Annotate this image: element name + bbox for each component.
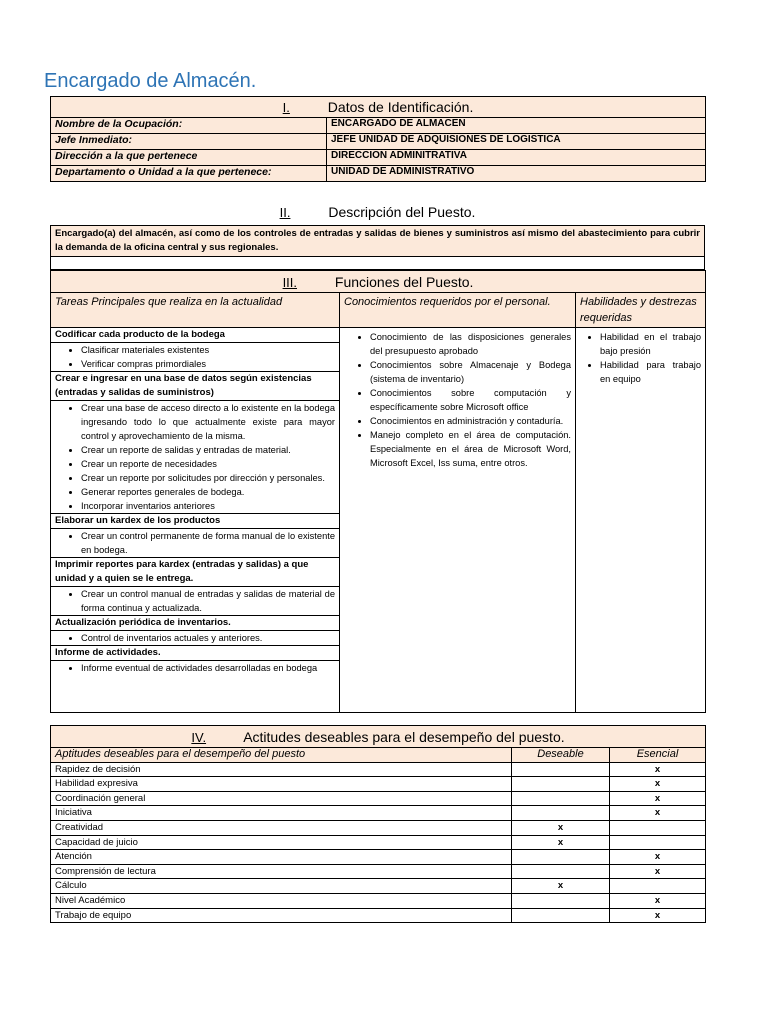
section-3-heading: Funciones del Puesto. <box>334 273 474 290</box>
esencial-mark: x <box>610 864 706 879</box>
tasks-list <box>51 328 339 675</box>
task-heading: Crear e ingresar en una base de datos según existencias (entradas y salidas de suministros) <box>51 372 339 401</box>
task-heading: Actualización periódica de inventarios. <box>51 616 339 631</box>
section-4-number: IV. <box>191 729 207 745</box>
task-heading: Elaborar un kardex de los productos <box>51 514 339 529</box>
table-row <box>51 806 706 821</box>
task-item: • Generar reportes generales de bodega. <box>81 485 335 499</box>
knowledge-item: • Manejo completo en el área de computación. Especialmente en el área de Microsoft Word, Microsoft Excel, Iss suma, entre otros. <box>370 428 571 470</box>
id-label: Nombre de la Ocupación: <box>51 118 327 134</box>
esencial-mark: x <box>610 850 706 865</box>
task-item: • Crear una base de acceso directo a lo existente en la bodega ingresando todo lo que actualmente existe para mayor control y aprovechamiento de la misma. <box>81 401 335 443</box>
task-item: • Clasificar materiales existentes <box>81 343 335 357</box>
task-item: • Crear un reporte de salidas y entradas de material. <box>81 443 335 457</box>
deseable-mark: x <box>512 879 610 894</box>
task-heading: Codificar cada producto de la bodega <box>51 328 339 343</box>
aptitude-name: Rapidez de decisión <box>51 762 512 777</box>
section-4-header <box>51 726 706 748</box>
id-value: UNIDAD DE ADMINISTRATIVO <box>327 166 706 182</box>
aptitude-name: Comprensión de lectura <box>51 864 512 879</box>
aptitude-name: Creatividad <box>51 820 512 835</box>
esencial-mark: x <box>610 791 706 806</box>
blank-row <box>51 257 705 270</box>
esencial-mark: x <box>610 806 706 821</box>
task-item: • Control de inventarios actuales y anteriores. <box>81 631 335 645</box>
id-value: JEFE UNIDAD DE ADQUISIONES DE LOGISTICA <box>327 134 706 150</box>
deseable-mark <box>512 806 610 821</box>
table-row <box>51 850 706 865</box>
id-label: Dirección a la que pertenece <box>51 150 327 166</box>
knowledge-cell <box>340 328 576 713</box>
table-row <box>51 762 706 777</box>
knowledge-item: • Conocimientos en administración y contaduría. <box>370 414 571 428</box>
deseable-mark <box>512 864 610 879</box>
esencial-column-header: Esencial <box>610 748 706 763</box>
deseable-mark: x <box>512 820 610 835</box>
deseable-mark <box>512 893 610 908</box>
tasks-column-header: Tareas Principales que realiza en la actualidad <box>51 293 340 328</box>
aptitude-name: Cálculo <box>51 879 512 894</box>
task-item: • Verificar compras primordiales <box>81 357 335 371</box>
id-value: ENCARGADO DE ALMACEN <box>327 118 706 134</box>
description-table <box>50 225 705 270</box>
knowledge-item: • Conocimientos sobre Almacenaje y Bodega (sistema de inventario) <box>370 358 571 386</box>
task-item: • Informe eventual de actividades desarrolladas en bodega <box>81 661 335 675</box>
section-1-header <box>51 97 706 118</box>
knowledge-list <box>344 330 571 470</box>
task-item: • Incorporar inventarios anteriores <box>81 499 335 513</box>
task-items <box>55 529 335 557</box>
task-item: • Crear un control manual de entradas y salidas de material de forma continua y actualizada. <box>81 587 335 615</box>
section-1-number: I. <box>282 100 290 115</box>
functions-table <box>50 270 706 713</box>
task-heading: Informe de actividades. <box>51 646 339 661</box>
aptitude-name: Nivel Académico <box>51 893 512 908</box>
deseable-mark <box>512 908 610 923</box>
aptitude-name: Iniciativa <box>51 806 512 821</box>
identification-table <box>50 96 706 182</box>
section-3-header <box>51 271 706 293</box>
table-row <box>51 893 706 908</box>
aptitude-name: Capacidad de juicio <box>51 835 512 850</box>
task-item: • Crear un reporte por solicitudes por dirección y personales. <box>81 471 335 485</box>
table-row <box>51 879 706 894</box>
task-items <box>55 661 335 675</box>
attitudes-table <box>50 725 706 923</box>
id-label: Departamento o Unidad a la que pertenece: <box>51 166 327 182</box>
id-label: Jefe Inmediato: <box>51 134 327 150</box>
esencial-mark <box>610 835 706 850</box>
skill-item: • Habilidad en el trabajo bajo presión <box>600 330 701 358</box>
id-value: DIRECCION ADMINITRATIVA <box>327 150 706 166</box>
knowledge-column-header: Conocimientos requeridos por el personal. <box>340 293 576 328</box>
skills-list <box>580 330 701 386</box>
esencial-mark: x <box>610 777 706 792</box>
knowledge-item: • Conocimiento de las disposiciones generales del presupuesto aprobado <box>370 330 571 358</box>
section-4-heading: Actitudes deseables para el desempeño del puesto. <box>243 728 565 745</box>
deseable-mark <box>512 777 610 792</box>
esencial-mark: x <box>610 908 706 923</box>
tasks-cell <box>51 328 340 713</box>
esencial-mark <box>610 820 706 835</box>
aptitude-name: Habilidad expresiva <box>51 777 512 792</box>
knowledge-item: • Conocimientos sobre computación y específicamente sobre Microsoft office <box>370 386 571 414</box>
task-items <box>55 631 335 645</box>
skill-item: • Habilidad para trabajo en equipo <box>600 358 701 386</box>
task-items <box>55 343 335 371</box>
job-description: Encargado(a) del almacén, así como de los controles de entradas y salidas de bienes y suministros así mismo del abastecimiento para cubrir la demanda de la oficina central y sus regionales. <box>51 226 705 257</box>
task-items <box>55 587 335 615</box>
task-item: • Crear un reporte de necesidades <box>81 457 335 471</box>
section-2-header <box>50 204 705 220</box>
deseable-mark <box>512 850 610 865</box>
aptitude-name: Atención <box>51 850 512 865</box>
task-items <box>55 401 335 513</box>
task-item: • Crear un control permanente de forma manual de lo existente en bodega. <box>81 529 335 557</box>
aptitude-name: Coordinación general <box>51 791 512 806</box>
deseable-mark: x <box>512 835 610 850</box>
deseable-mark <box>512 791 610 806</box>
table-row <box>51 791 706 806</box>
table-row <box>51 864 706 879</box>
section-1-heading: Datos de Identificación. <box>327 99 474 115</box>
aptitude-name: Trabajo de equipo <box>51 908 512 923</box>
skills-cell <box>576 328 706 713</box>
table-row <box>51 908 706 923</box>
task-heading: Imprimir reportes para kardex (entradas y salidas) a que unidad y a quien se le entrega. <box>51 558 339 587</box>
section-3-number: III. <box>282 274 298 290</box>
section-2-number: II. <box>279 205 291 220</box>
table-row <box>51 820 706 835</box>
deseable-column-header: Deseable <box>512 748 610 763</box>
section-2-heading: Descripción del Puesto. <box>328 204 476 220</box>
table-row <box>51 835 706 850</box>
skills-column-header: Habilidades y destrezas requeridas <box>576 293 706 328</box>
aptitude-column-header: Aptitudes deseables para el desempeño del puesto <box>51 748 512 763</box>
table-row <box>51 777 706 792</box>
esencial-mark <box>610 879 706 894</box>
esencial-mark: x <box>610 762 706 777</box>
esencial-mark: x <box>610 893 706 908</box>
deseable-mark <box>512 762 610 777</box>
page-title: Encargado de Almacén. <box>44 70 257 92</box>
